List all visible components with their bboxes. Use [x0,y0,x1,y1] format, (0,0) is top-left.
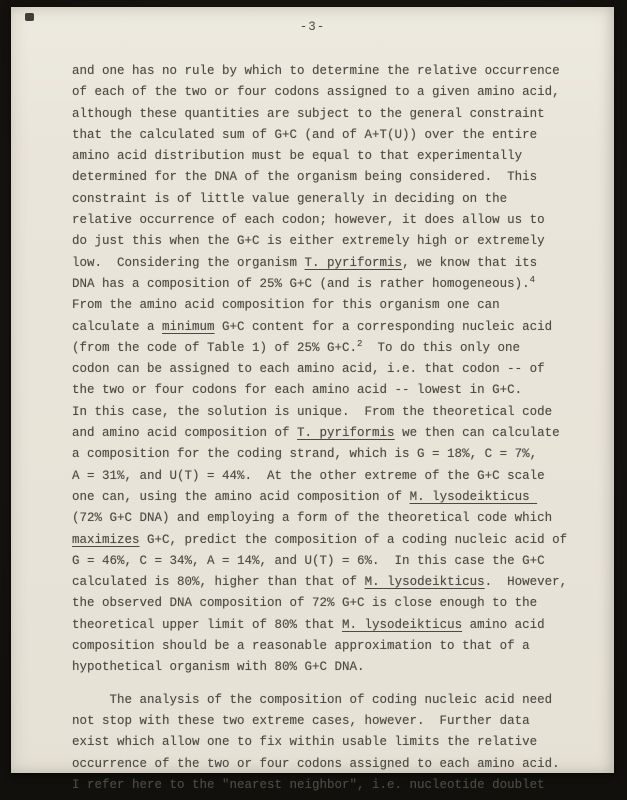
text-segment: the observed DNA composition of 72% G+C is close enough to the [72,596,538,611]
text-segment: DNA has a composition of 25% G+C (and is rather homogeneous). [72,276,530,291]
text-line [72,775,577,796]
text-line [72,61,577,82]
text-segment: constraint is of little value generally in deciding on the [72,191,508,206]
text-segment: we then can calculate [394,426,560,441]
text-line [72,572,577,593]
text-segment: not stop with these two extreme cases, however. Further data [72,713,530,728]
text-line [72,380,577,401]
text-line [72,657,577,678]
text-line [72,317,577,338]
text-line [72,530,577,551]
text-line [72,338,577,359]
text-line [72,295,577,316]
text-segment: and amino acid composition of [72,426,298,441]
text-segment: that the calculated sum of G+C (and of A+T(U)) over the entire [72,127,538,142]
text-segment: calculated is 80%, higher than that of [72,575,365,590]
text-segment: The analysis of the composition of coding nucleic acid need [72,692,553,707]
underlined-text: M. lysodeikticus [409,489,538,504]
text-line [72,690,577,711]
underlined-text: minimum [162,319,215,334]
text-body [72,61,577,796]
text-line [72,551,577,572]
text-segment: I refer here to the "nearest neighbor", i.e. nucleotide doublet [72,777,545,792]
text-segment: G+C content for a corresponding nucleic acid [214,319,553,334]
text-segment: although these quantities are subject to the general constraint [72,106,545,121]
text-segment: amino acid distribution must be equal to that experimentally [72,149,523,164]
text-segment: codon can be assigned to each amino acid, i.e. that codon -- of [72,362,545,377]
text-segment: G+C, predict the composition of a coding nucleic acid of [139,532,568,547]
text-segment: a composition for the coding strand, which is G = 18%, C = 7%, [72,447,538,462]
underlined-text: T. pyriformis [304,255,403,270]
text-segment: To do this only one [362,340,520,355]
text-segment: and one has no rule by which to determine the relative occurrence [72,64,560,78]
text-line [72,508,577,529]
underlined-text: T. pyriformis [297,426,395,441]
text-segment: determined for the DNA of the organism being considered. This [72,170,538,185]
text-line [72,732,577,753]
page-number: -3- [299,20,326,34]
text-segment: exist which allow one to fix within usable limits the relative [72,735,538,750]
text-line [72,231,577,252]
text-segment: G = 46%, C = 34%, A = 14%, and U(T) = 6%. In this case the G+C [72,553,545,568]
text-segment: one can, using the amino acid composition of [72,489,410,504]
text-segment: From the amino acid composition for this organism one can [72,298,500,313]
paper-page [11,7,614,792]
underlined-text: maximizes [72,532,140,547]
text-line [72,189,577,210]
text-line [72,104,577,125]
text-segment: the two or four codons for each amino acid -- lowest in G+C. [72,383,523,398]
text-segment: (72% G+C DNA) and employing a form of the theoretical code which [72,511,553,526]
underlined-text: M. lysodeikticus [364,575,485,590]
text-line [72,274,577,295]
text-line [72,636,577,657]
text-line [72,146,577,167]
text-segment: of each of the two or four codons assigned to a given amino acid, [72,85,560,100]
text-segment: In this case, the solution is unique. From the theoretical code [72,404,553,419]
text-segment: hypothetical organism with 80% G+C DNA. [72,660,365,675]
text-line [72,444,577,465]
text-segment: amino acid [462,617,545,632]
superscript-reference: 2 [357,338,363,349]
text-segment: . However, [484,575,568,590]
text-segment: , we know that its [402,255,538,270]
text-segment: A = 31%, and U(T) = 44%. At the other extreme of the G+C scale [72,468,545,483]
text-line [72,82,577,103]
text-segment: occurrence of the two or four codons assigned to each amino acid. [72,756,560,771]
superscript-reference: 4 [529,274,535,285]
text-line [72,711,577,732]
text-segment: do just this when the G+C is either extremely high or extremely [72,234,545,249]
text-segment: composition should be a reasonable approximation to that of a [72,639,530,654]
text-line [72,423,577,444]
text-line [72,487,577,508]
text-segment: theoretical upper limit of 80% that [72,617,343,632]
text-line [72,402,577,423]
text-segment: low. Considering the organism [72,255,305,270]
text-segment: (from the code of Table 1) of 25% G+C. [72,340,358,355]
text-segment: calculate a [72,319,163,334]
text-line [72,210,577,231]
text-line [72,466,577,487]
text-line [72,359,577,380]
text-segment: relative occurrence of each codon; however, it does allow us to [72,213,545,228]
underlined-text: M. lysodeikticus [342,617,463,632]
text-line [72,253,577,274]
text-line [72,167,577,188]
paragraph [72,61,577,679]
text-line [72,593,577,614]
text-line [72,615,577,636]
text-line [72,754,577,775]
text-line [72,125,577,146]
paragraph [72,690,577,796]
